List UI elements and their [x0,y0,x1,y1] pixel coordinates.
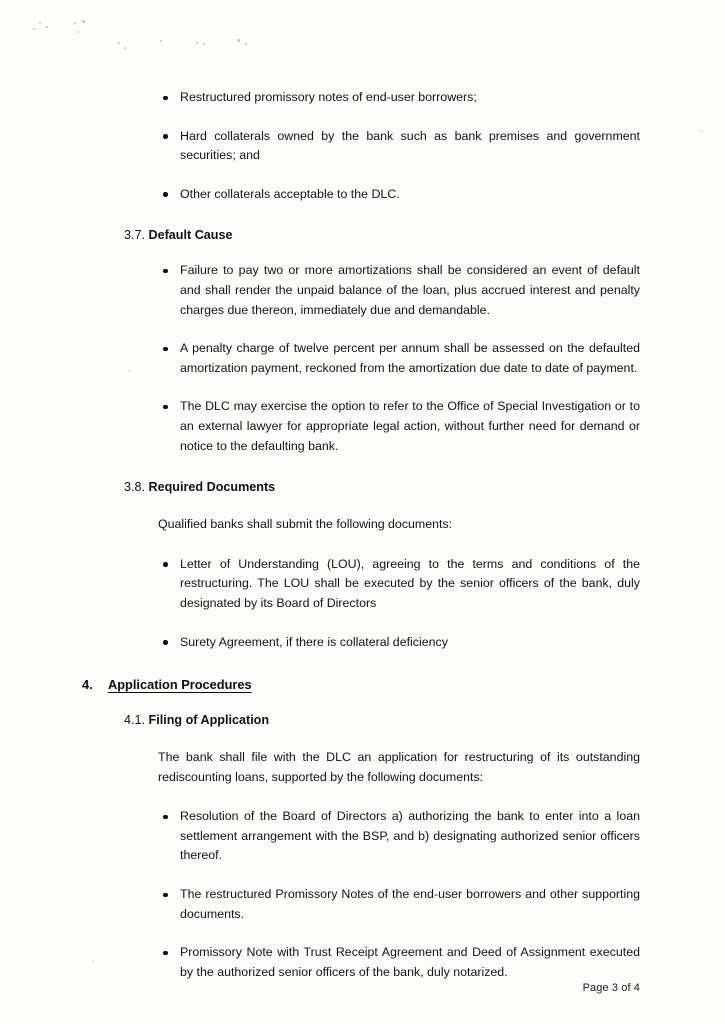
section-number: 3.7. [124,228,146,243]
section-title: Application Procedures [108,677,252,693]
list-item: Failure to pay two or more amortizations shall be considered an event of default and shall render the unpaid balance of the loan, plus accrued interest and penalty charges due thereon, immediately due and demandable. [0,261,724,320]
section-heading-4 [0,675,724,694]
list-item: Other collaterals acceptable to the DLC. [0,185,724,205]
section-title: Default Cause [148,228,233,243]
page-footer: Page 3 of 4 [582,982,640,994]
list-item: Restructured promissory notes of end-user borrowers; [0,88,724,108]
list-item: Hard collaterals owned by the bank such as bank premises and government securities; and [0,127,724,166]
section-number: 3.8. [124,480,146,495]
list-item: Promissory Note with Trust Receipt Agreement and Deed of Assignment executed by the authorized senior officers of the bank, duly notarized. [0,943,724,982]
section-number: 4. [82,677,93,693]
body-paragraph: Qualified banks shall submit the following documents: [158,517,453,532]
list-item: Resolution of the Board of Directors a) authorizing the bank to enter into a loan settlement arrangement with the BSP, and b) designating authorized senior officers thereof. [0,807,724,866]
section-number: 4.1. [124,713,146,728]
list-item: A penalty charge of twelve percent per annum shall be assessed on the defaulted amortization payment, reckoned from the amortization due date to date of payment. [0,339,724,378]
list-item: Letter of Understanding (LOU), agreeing to the terms and conditions of the restructuring. The LOU shall be executed by the senior officers of the bank, duly designated by its Board of Directors [0,555,724,614]
list-item: The DLC may exercise the option to refer to the Office of Special Investigation or to an external lawyer for appropriate legal action, without further need for demand or notice to the defaulting bank. [0,397,724,456]
body-paragraph: The bank shall file with the DLC an application for restructuring of its outstanding rediscounting loans, supported by the following documents: [158,750,640,784]
section-title: Required Documents [148,480,276,495]
section-title: Filing of Application [148,713,270,728]
list-item: Surety Agreement, if there is collateral deficiency [0,633,724,653]
section-heading-3-7 [0,226,724,245]
section-heading-3-8 [0,478,724,497]
section-heading-4-1 [0,711,724,730]
list-item: The restructured Promissory Notes of the end-user borrowers and other supporting documents. [0,885,724,924]
